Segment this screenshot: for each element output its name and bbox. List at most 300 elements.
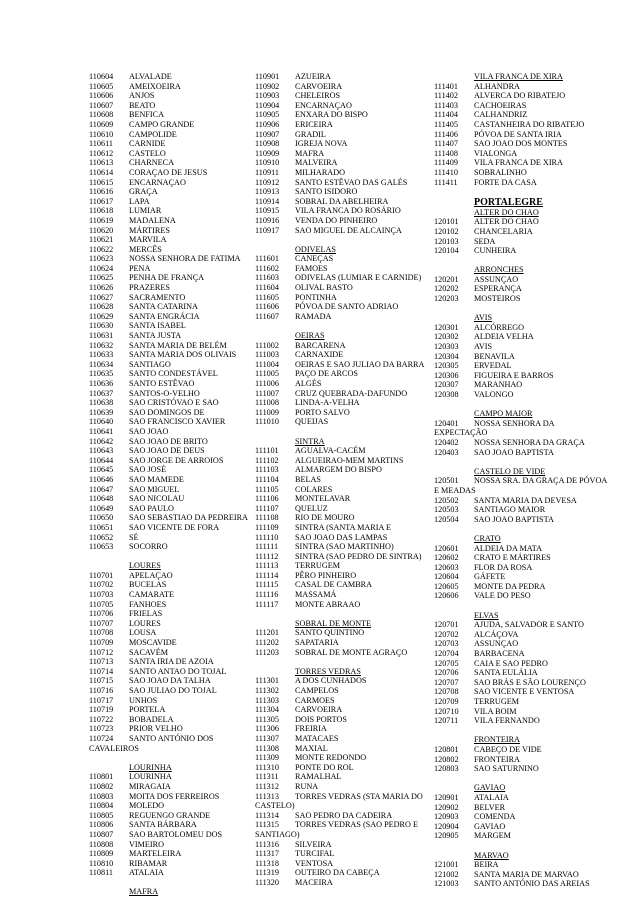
parish-code: 111006: [255, 379, 279, 388]
parish-name: LOURES: [129, 618, 161, 628]
parish-name: SANTA ENGRÁCIA: [129, 311, 200, 321]
parish-name: VIALONGA: [474, 148, 518, 158]
list-item: [255, 350, 423, 360]
list-item: [434, 101, 619, 111]
list-item: [255, 686, 423, 696]
parish-name: OEIRAS E SAO JULIAO DA BARRA: [295, 359, 425, 369]
list-item: [255, 379, 423, 389]
parish-name: MILHARADO: [295, 167, 346, 177]
parish-name: MOSTEIROS: [474, 294, 521, 304]
list-item: [89, 772, 249, 782]
parish-name: SAO DOMINGOS DE: [129, 407, 205, 417]
parish-name: PONTE DO ROL: [295, 762, 354, 772]
list-item: [255, 302, 423, 312]
parish-name: TERRUGEM: [474, 697, 520, 706]
list-item: [89, 523, 249, 533]
parish-name: SANTIAGO MAIOR: [474, 505, 546, 515]
parish-name: SANTO ANTÓNIO DAS AREIAS: [474, 879, 590, 889]
parish-name: BELAS: [295, 474, 321, 484]
parish-name: PÊRO PINHEIRO: [295, 570, 357, 580]
municipality-heading: CASTELO DE VIDE: [474, 466, 546, 476]
parish-name: GAVIAO: [474, 821, 506, 831]
parish-code: 111112: [255, 551, 279, 561]
list-item: [89, 206, 249, 216]
parish-name: CARNAXIDE: [295, 350, 344, 360]
parish-code: 120704: [434, 649, 459, 659]
parish-name: OLIVAL BASTO: [295, 283, 353, 293]
parish-code: 111405: [434, 119, 458, 129]
parish-name: MONTE DA PEDRA: [474, 581, 546, 591]
list-item: [89, 130, 249, 140]
parish-name: SANTA JUSTA: [129, 331, 182, 341]
parish-code: 110628: [89, 302, 114, 312]
parish-name: SOCORRO: [129, 542, 168, 552]
parish-code: 111304: [255, 705, 279, 715]
parish-name: AMEIXOEIRA: [129, 81, 181, 91]
parish-code: 120904: [434, 821, 459, 831]
parish-code: 110808: [89, 839, 114, 849]
list-item: [89, 101, 249, 111]
parish-name: PORTO SALVO: [295, 407, 350, 417]
parish-code: 110719: [89, 705, 114, 715]
parish-name: RUNA: [295, 781, 319, 791]
parish-code: 110611: [89, 139, 113, 149]
parish-name: SAO JOAO BAPTISTA: [474, 514, 554, 524]
list-item: [434, 275, 619, 285]
parish-name: LOUSA: [129, 628, 157, 638]
parish-name: ESPERANÇA: [474, 284, 522, 294]
parish-code: 110615: [89, 177, 114, 187]
list-item: [89, 226, 249, 236]
list-item: [89, 408, 249, 418]
parish-name: ERICEIRA: [295, 119, 333, 129]
list-item: [89, 619, 249, 629]
parish-name: SANTOS-O-VELHO: [129, 388, 200, 398]
municipality-heading: FRONTEIRA: [474, 735, 520, 745]
parish-code: 110645: [89, 465, 114, 475]
parish-name: SANTA MARIA DOS OLIVAIS: [129, 350, 237, 360]
parish-code: 110915: [255, 206, 280, 216]
municipality-heading: MARVAO: [474, 850, 509, 860]
parish-code: 110610: [89, 129, 114, 139]
parish-name: CHANCELARIA: [474, 226, 533, 236]
parish-name: PENHA DE FRANÇA: [129, 273, 205, 283]
spacer: [434, 524, 619, 534]
parish-code: 120903: [434, 812, 459, 822]
parish-name: AGUALVA-CACÉM: [295, 446, 366, 456]
list-item: [89, 475, 249, 485]
parish-code: 110906: [255, 119, 280, 129]
parish-code: 111117: [255, 599, 279, 609]
list-item: [434, 178, 619, 188]
list-item: [434, 515, 619, 525]
municipality-heading: ODIVELAS: [295, 244, 336, 254]
municipality-heading: ARRONCHES: [474, 265, 524, 275]
parish-code: 120307: [434, 380, 459, 390]
parish-code: 110651: [89, 522, 114, 532]
list-item: [434, 82, 619, 92]
municipality-heading: ALTER DO CHAO: [474, 207, 539, 217]
list-item: [434, 678, 619, 688]
parish-name: LINDA-A-VELHA: [295, 398, 360, 408]
parish-code: 111102: [255, 455, 279, 465]
list-item: [255, 820, 423, 830]
parish-name: GRADIL: [295, 129, 326, 139]
municipality-heading: SINTRA: [295, 436, 325, 446]
parish-name: MASSAMÁ: [295, 590, 337, 600]
parish-code: 111603: [255, 273, 279, 283]
parish-code: 120403: [434, 447, 459, 457]
list-item: [89, 792, 249, 802]
list-item: [434, 630, 619, 640]
parish-code: 110912: [255, 177, 280, 187]
parish-name: AJUDA, SALVADOR E SANTO: [474, 620, 584, 630]
municipality-heading: MAFRA: [129, 887, 159, 897]
district-heading: PORTALEGRE: [474, 196, 543, 208]
parish-code: 111116: [255, 590, 279, 600]
parish-code: 110613: [89, 158, 114, 168]
parish-name: A DOS CUNHADOS: [295, 676, 367, 686]
spacer: [434, 256, 619, 266]
parish-code: 110703: [89, 590, 114, 600]
parish-code: 110630: [89, 321, 114, 331]
list-item: [255, 226, 423, 236]
parish-name: FRIELAS: [129, 609, 163, 619]
parish-name: ALGUEIRAO-MEM MARTINS: [295, 455, 404, 465]
parish-name: BENFICA: [129, 110, 165, 120]
parish-code: 120203: [434, 294, 459, 304]
list-item: [89, 350, 249, 360]
list-item: [255, 120, 423, 130]
parish-code: 111401: [434, 81, 458, 91]
parish-code: 120803: [434, 764, 459, 774]
parish-code: 120702: [434, 629, 459, 639]
parish-code: 111404: [434, 110, 458, 120]
parish-name: FIGUEIRA E BARROS: [474, 370, 554, 380]
parish-name: SAO SEBASTIAO DA PEDREIRA: [129, 513, 248, 523]
parish-name: SAO BRÁS E SÃO LOURENÇO: [474, 677, 586, 687]
spacer: [434, 187, 619, 197]
parish-code: 111003: [255, 350, 279, 360]
list-item: [434, 620, 619, 630]
parish-name: ALMARGEM DO BISPO: [295, 465, 382, 475]
parish-name: SINTRA (SANTA MARIA E: [295, 522, 392, 532]
list-item: [89, 542, 249, 552]
parish-name: SAO JORGE DE ARROIOS: [129, 455, 224, 465]
list-item: [89, 216, 249, 226]
list-item: [255, 178, 423, 188]
parish-name: MÁRTIRES: [129, 225, 170, 235]
list-item: [434, 764, 619, 774]
parish-code: 111302: [255, 686, 279, 695]
list-item: [255, 590, 423, 600]
spacer: [434, 774, 619, 784]
parish-code: 120102: [434, 226, 459, 236]
parish-code: 110804: [89, 801, 114, 811]
parish-code: 111318: [255, 858, 279, 868]
parish-name: SAO NICOLAU: [129, 494, 185, 504]
parish-name: VILA FERNANDO: [474, 716, 540, 726]
parish-name: CARVOEIRA: [295, 81, 343, 91]
list-item: [255, 676, 423, 686]
list-item: [89, 245, 249, 255]
parish-code: 110621: [89, 235, 114, 245]
parish-name: RIO DE MOURO: [295, 513, 355, 523]
parish-code: 110706: [89, 609, 114, 619]
list-item: [434, 496, 619, 506]
list-item: [255, 542, 423, 552]
parish-name: CORAÇAO DE JESUS: [129, 167, 208, 177]
parish-name: RIBAMAR: [129, 858, 168, 868]
parish-code: 111402: [434, 91, 458, 101]
list-item: [255, 744, 423, 754]
parish-code: 110640: [89, 417, 114, 427]
parish-name-continuation: CAVALEIROS: [89, 743, 139, 753]
list-item: [255, 494, 423, 504]
list-item: [434, 120, 619, 130]
parish-code: 120502: [434, 495, 459, 505]
list-item: [434, 831, 619, 841]
parish-name: SÉ: [129, 532, 139, 542]
parish-name: COLARES: [295, 484, 333, 494]
list-item: [434, 476, 619, 486]
parish-code: 120305: [434, 361, 459, 371]
parish-name: MOSCAVIDE: [129, 638, 177, 648]
list-item: [89, 782, 249, 792]
list-item: [434, 448, 619, 458]
parish-code: 111310: [255, 762, 279, 772]
list-item: [255, 187, 423, 197]
parish-code: 111007: [255, 388, 279, 398]
parish-code: 110624: [89, 263, 114, 273]
parish-name: SAO PEDRO DA CADEIRA: [295, 810, 393, 820]
municipality-heading: GAVIAO: [474, 783, 506, 793]
list-item: [89, 437, 249, 447]
list-item: [255, 139, 423, 149]
list-item: [434, 217, 619, 227]
parish-name: SOBRAL DA ABELHEIRA: [295, 196, 389, 206]
parish-name: LOURINHA: [129, 772, 172, 782]
list-item: [434, 371, 619, 381]
parish-name: FREIRIA: [295, 724, 327, 734]
parish-name: APELAÇAO: [129, 570, 173, 580]
parish-code: 120303: [434, 342, 459, 352]
parish-code: 110902: [255, 81, 280, 91]
parish-code: 111009: [255, 407, 279, 417]
parish-code: 111201: [255, 628, 279, 638]
parish-code: 120701: [434, 620, 459, 630]
list-item: [89, 321, 249, 331]
list-item: [89, 801, 249, 811]
list-item: [255, 715, 423, 725]
parish-name: MATACAES: [295, 733, 339, 743]
parish-name: MONTE ABRAAO: [295, 599, 361, 609]
list-item: [89, 341, 249, 351]
list-item: [434, 582, 619, 592]
parish-code: 120302: [434, 332, 459, 342]
parish-name: MARANHAO: [474, 380, 523, 390]
parish-code: 110638: [89, 398, 114, 408]
list-item: [89, 533, 249, 543]
parish-name: GRAÇA: [129, 187, 158, 197]
list-item: [255, 91, 423, 101]
parish-name-continuation: EXPECTAÇÃO: [434, 428, 488, 438]
parish-name: SOBRAL DE MONTE AGRAÇO: [295, 647, 408, 657]
parish-code: 111407: [434, 139, 458, 149]
list-item: [434, 110, 619, 120]
parish-name: MACEIRA: [295, 877, 333, 887]
parish-code: 110911: [255, 167, 279, 177]
list-item: [89, 369, 249, 379]
parish-code: 111309: [255, 753, 279, 763]
parish-name: SANTIAGO: [129, 359, 171, 369]
parish-code: 111202: [255, 638, 279, 648]
parish-code: 110713: [89, 657, 114, 667]
parish-code: 110641: [89, 426, 114, 436]
spacer: [434, 304, 619, 314]
parish-name: MONTE REDONDO: [295, 753, 367, 763]
parish-code: 110605: [89, 81, 114, 91]
parish-name: SANTA MARIA DE BELÉM: [129, 340, 227, 350]
list-item: [255, 206, 423, 216]
list-item: [434, 822, 619, 832]
list-item: [89, 360, 249, 370]
list-item: [434, 668, 619, 678]
list-item: [434, 879, 619, 889]
parish-name: CAIA E SAO PEDRO: [474, 658, 548, 668]
parish-code: 110811: [89, 868, 113, 878]
list-item: [89, 820, 249, 830]
parish-code: 111104: [255, 474, 279, 484]
parish-name: OUTEIRO DA CABEÇA: [295, 868, 380, 878]
parish-name: MOLEDO: [129, 801, 165, 811]
parish-name: SAO MIGUEL: [129, 484, 180, 494]
parish-name-continuation: CASTELO): [255, 801, 295, 811]
list-item: [434, 284, 619, 294]
municipality-heading: SOBRAL DE MONTE: [295, 618, 372, 628]
parish-name: PORTELA: [129, 705, 166, 715]
list-item: [255, 561, 423, 571]
parish-name: CASTANHEIRA DO RIBATEJO: [474, 119, 585, 129]
list-item: [434, 361, 619, 371]
parish-code: 111004: [255, 359, 279, 369]
parish-name: MIRAGAIA: [129, 781, 171, 791]
parish-name: PÓVOA DE SANTA IRIA: [474, 129, 562, 139]
list-item: [434, 553, 619, 563]
list-item: [434, 352, 619, 362]
parish-code: 111314: [255, 810, 279, 820]
list-item: [89, 139, 249, 149]
parish-code: 110627: [89, 292, 114, 302]
parish-code: 120602: [434, 553, 459, 563]
parish-name: ALVALADE: [129, 72, 172, 81]
parish-code: 111313: [255, 791, 279, 801]
parish-code: 110631: [89, 331, 114, 341]
parish-code: 111108: [255, 513, 279, 523]
parish-code: 110608: [89, 110, 114, 120]
parish-name-continuation: SANTIAGO): [255, 829, 300, 839]
parish-name: SANTO ESTÊVAO DAS GALÉS: [295, 177, 408, 187]
parish-name: VENTOSA: [295, 858, 334, 868]
list-item: [255, 552, 423, 562]
list-item: [434, 544, 619, 554]
list-item: [89, 110, 249, 120]
parish-name: CABEÇO DE VIDE: [474, 744, 542, 754]
list-item: [434, 745, 619, 755]
parish-name: SAO JOAO BAPTISTA: [474, 447, 554, 457]
parish-name: MARGEM: [474, 831, 511, 841]
list-item: [89, 705, 249, 715]
parish-code: 110619: [89, 215, 114, 225]
list-item: [89, 849, 249, 859]
list-item: [255, 878, 423, 888]
list-item: [89, 264, 249, 274]
parish-name: CARMOES: [295, 695, 335, 705]
list-item: [255, 408, 423, 418]
parish-name: PENA: [129, 263, 151, 273]
parish-code: 110650: [89, 513, 114, 523]
parish-code: 120706: [434, 668, 459, 678]
parish-code: 110807: [89, 829, 114, 839]
list-item: [89, 648, 249, 658]
list-item: [434, 227, 619, 237]
parish-code: 111602: [255, 263, 279, 273]
parish-code: 111403: [434, 100, 458, 110]
parish-code: 110617: [89, 196, 114, 206]
list-item: [89, 580, 249, 590]
parish-code: 111115: [255, 580, 279, 590]
spacer: [434, 400, 619, 410]
parish-code: 110623: [89, 254, 114, 264]
list-item: [255, 254, 423, 264]
list-item: [89, 571, 249, 581]
parish-name: AZUEIRA: [295, 72, 331, 81]
parish-code: 111105: [255, 484, 279, 494]
list-item: [434, 793, 619, 803]
parish-code: 120606: [434, 591, 459, 601]
parish-name: BARCARENA: [295, 340, 346, 350]
parish-code: 111605: [255, 292, 279, 302]
list-item: [89, 600, 249, 610]
list-item: [434, 563, 619, 573]
list-item: [89, 715, 249, 725]
list-item: [434, 803, 619, 813]
parish-code: 110908: [255, 139, 280, 149]
parish-code: 110809: [89, 849, 114, 859]
parish-name: CARNIDE: [129, 139, 166, 149]
list-item: [255, 849, 423, 859]
parish-code: 111002: [255, 340, 279, 350]
parish-name: MOITA DOS FERREIROS: [129, 791, 220, 801]
parish-code: 120902: [434, 802, 459, 812]
list-item: [434, 168, 619, 178]
parish-code: 111005: [255, 369, 279, 379]
parish-name: SAO BARTOLOMEU DOS: [129, 829, 223, 839]
parish-code: 120603: [434, 562, 459, 572]
parish-name: BUCELAS: [129, 580, 167, 590]
parish-code: 110637: [89, 388, 114, 398]
list-item: [434, 659, 619, 669]
list-item: [89, 331, 249, 341]
list-item: [434, 390, 619, 400]
parish-name: MONTELAVAR: [295, 494, 351, 504]
list-item: [434, 139, 619, 149]
list-item: [255, 763, 423, 773]
list-item: [434, 707, 619, 717]
parish-name: SACAVÉM: [129, 647, 168, 657]
list-item: [89, 158, 249, 168]
parish-code: 111113: [255, 561, 279, 571]
